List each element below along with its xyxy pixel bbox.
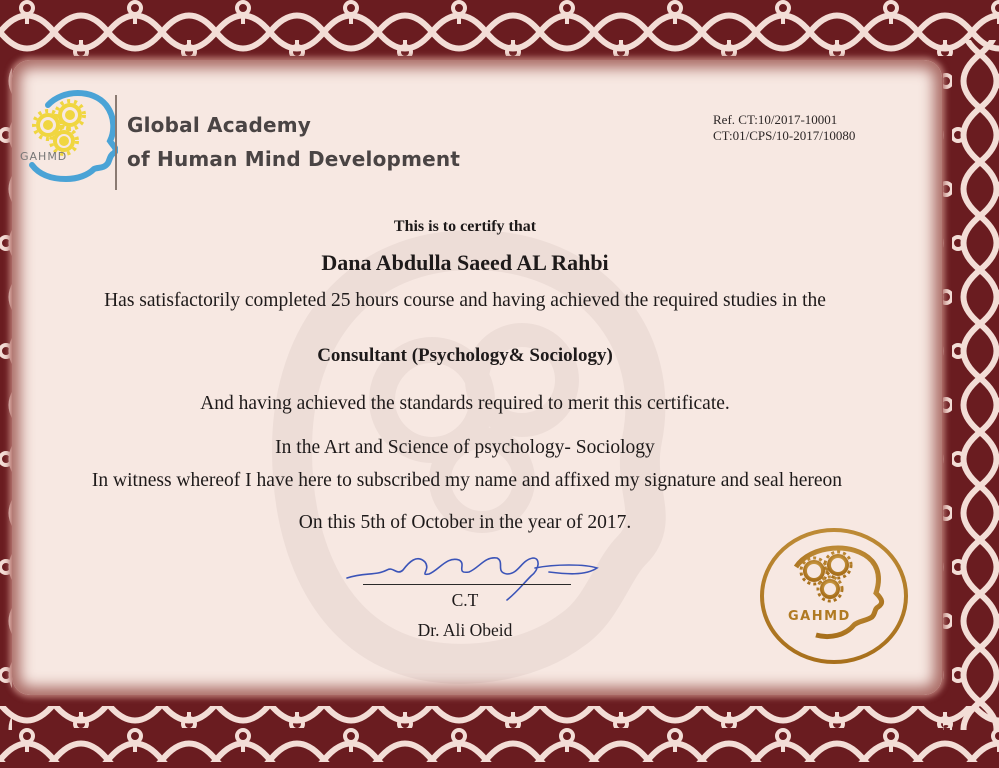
gold-seal-icon [758, 527, 910, 665]
svg-text:GAHMD: GAHMD [20, 150, 68, 163]
completion-statement: Has satisfactorily completed 25 hours course and having achieved the required studies in the [104, 290, 826, 311]
reference-line1: Ref. CT:10/2017-10001 [713, 112, 838, 127]
signer-name: Dr. Ali Obeid [417, 620, 513, 640]
logo-divider [115, 95, 117, 190]
organization-name-line2: of Human Mind Development [127, 147, 461, 171]
recipient-name: Dana Abdulla Saeed AL Rahbi [321, 250, 609, 275]
reference-numbers [713, 112, 855, 144]
date-statement: On this 5th of October in the year of 2017. [298, 512, 632, 533]
signature-line [363, 584, 571, 585]
svg-text:GAHMD: GAHMD [788, 609, 851, 624]
reference-line2: CT:01/CPS/10-2017/10080 [713, 128, 856, 143]
organization-name [127, 108, 460, 176]
certify-intro: This is to certify that [393, 218, 537, 235]
gahmd-logo-icon [18, 83, 118, 183]
witness-statement: In witness whereof I have here to subscribed my name and affixed my signature and seal hereon [91, 470, 843, 491]
standards-statement: And having achieved the standards required to merit this certificate. [200, 393, 730, 414]
course-title: Consultant (Psychology& Sociology) [317, 345, 613, 366]
field-statement: In the Art and Science of psychology- Sociology [275, 437, 655, 458]
signer-title: C.T [451, 590, 479, 610]
organization-name-line1: Global Academy [127, 113, 312, 137]
